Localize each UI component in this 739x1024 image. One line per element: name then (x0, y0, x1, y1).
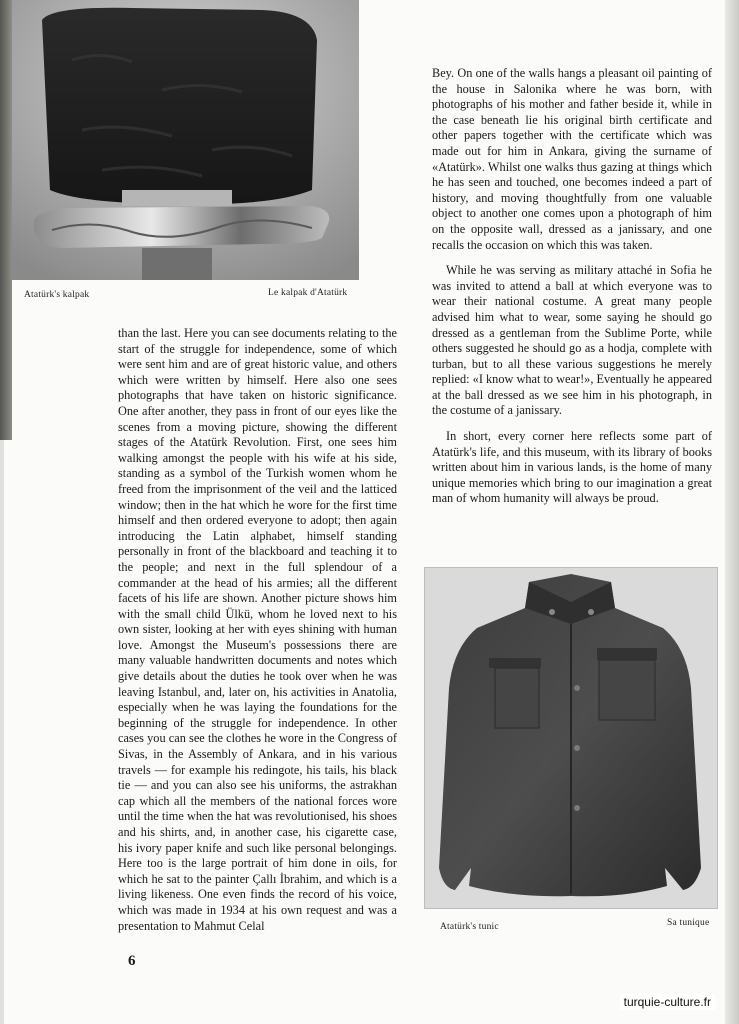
watermark: turquie-culture.fr (620, 994, 715, 1010)
kalpak-photo (12, 0, 359, 280)
tunic-illustration (425, 568, 717, 908)
tunic-caption-english: Atatürk's tunic (440, 922, 499, 932)
left-paragraph-1: than the last. Here you can see documents relating to the start of the struggle for independence, some of which were sent him and are of great historic value, and others which were written by himself. Here also one sees photographs that have taken on historic significance. One after another, they pass in front of our eyes like the scenes from a moving picture, showing the different stages of the Atatürk Revolution. First, one sees him walking amongst the people with his wife at his side, standing as a symbol of the Turkish women whom he freed from the imprisonment of the veil and the latticed window; then in the hat which he wore for the first time himself and then ordered everyone to adopt; then again introducing the Latin alphabet, himself standing personally in front of the blackboard and teaching it to the people; and next in the full splendour of a commander at the head of his armies; all the different facets of his life are shown. Another picture shows him with the small child Ülkü, whom he loved next to his own sister, looking at her with eyes shining with human love. Amongst the Museum's possessions there are many valuable handwritten documents and notes which give details about the duties he took over when he was leaving Istanbul, and, later on, his activities in Anatolia, especially when he was laying the foundations for the beginning of the struggle for independence. In other cases you can see the clothes he wore in the Congress of Sivas, in the Assembly of Ankara, and in his various travels — for example his redingote, his tails, his black tie — and you can also see his uniforms, the astrakhan cap which all the members of the national forces wore until the time when the hat was revolutionised, his shoes and his shirts, and, in another case, his cigarette case, his ivory paper knife and such like personal belongings. Here too is the large portrait of him done in oils, for which he sat to the painter Çallı İbrahim, and which is a living likeness. One even finds the record of his voice, which was made in 1934 at his own request and was a presentation to Mahmut Celal (118, 326, 397, 933)
left-text-column (118, 326, 397, 934)
kalpak-caption-english: Atatürk's kalpak (24, 290, 90, 300)
tunic-caption-french: Sa tunique (667, 918, 710, 928)
binding-edge (0, 440, 4, 1024)
kalpak-illustration (12, 0, 359, 280)
page-number: 6 (128, 953, 136, 969)
right-paragraph-2: While he was serving as military attaché in Sofia he was invited to attend a ball at which everyone was to wear their national costume. A great many people advised him what to wear, some saying he should go dressed as a gentleman from the Sublime Porte, while others suggested he should go as a hodja, complete with turban, but to all these various suggestions he merely replied: «I know what to wear!», Eventually he appeared at the ball dressed as we see him in his photograph, in the costume of a janissary. (432, 263, 712, 418)
tunic-photo (424, 567, 718, 909)
right-paragraph-3: In short, every corner here reflects some part of Atatürk's life, and this museum, with its library of books written about him in various lands, is the home of many unique memories which bring to our imagination a great man of whom humanity will always be proud. (432, 429, 712, 506)
kalpak-caption-french: Le kalpak d'Atatürk (268, 288, 348, 298)
binding-shadow (0, 0, 12, 440)
page-edge-shadow (725, 0, 739, 1024)
right-paragraph-1: Bey. On one of the walls hangs a pleasant oil painting of the house in Salonika where he was born, with photographs of his mother and father beside it, while in the case beneath lie his original birth certificate and other papers together with the certificate which was made out for him in Ankara, giving the surname of «Atatürk». Whilst one walks thus gazing at things which he has seen and touched, one becomes indeed a part of history, and moving thoughtfully from one valuable object to another one comes upon a photograph of him on the opposite wall, dressed as a janissary, and one recalls the occasion on which this was taken. (432, 66, 712, 252)
right-text-column (432, 66, 712, 507)
